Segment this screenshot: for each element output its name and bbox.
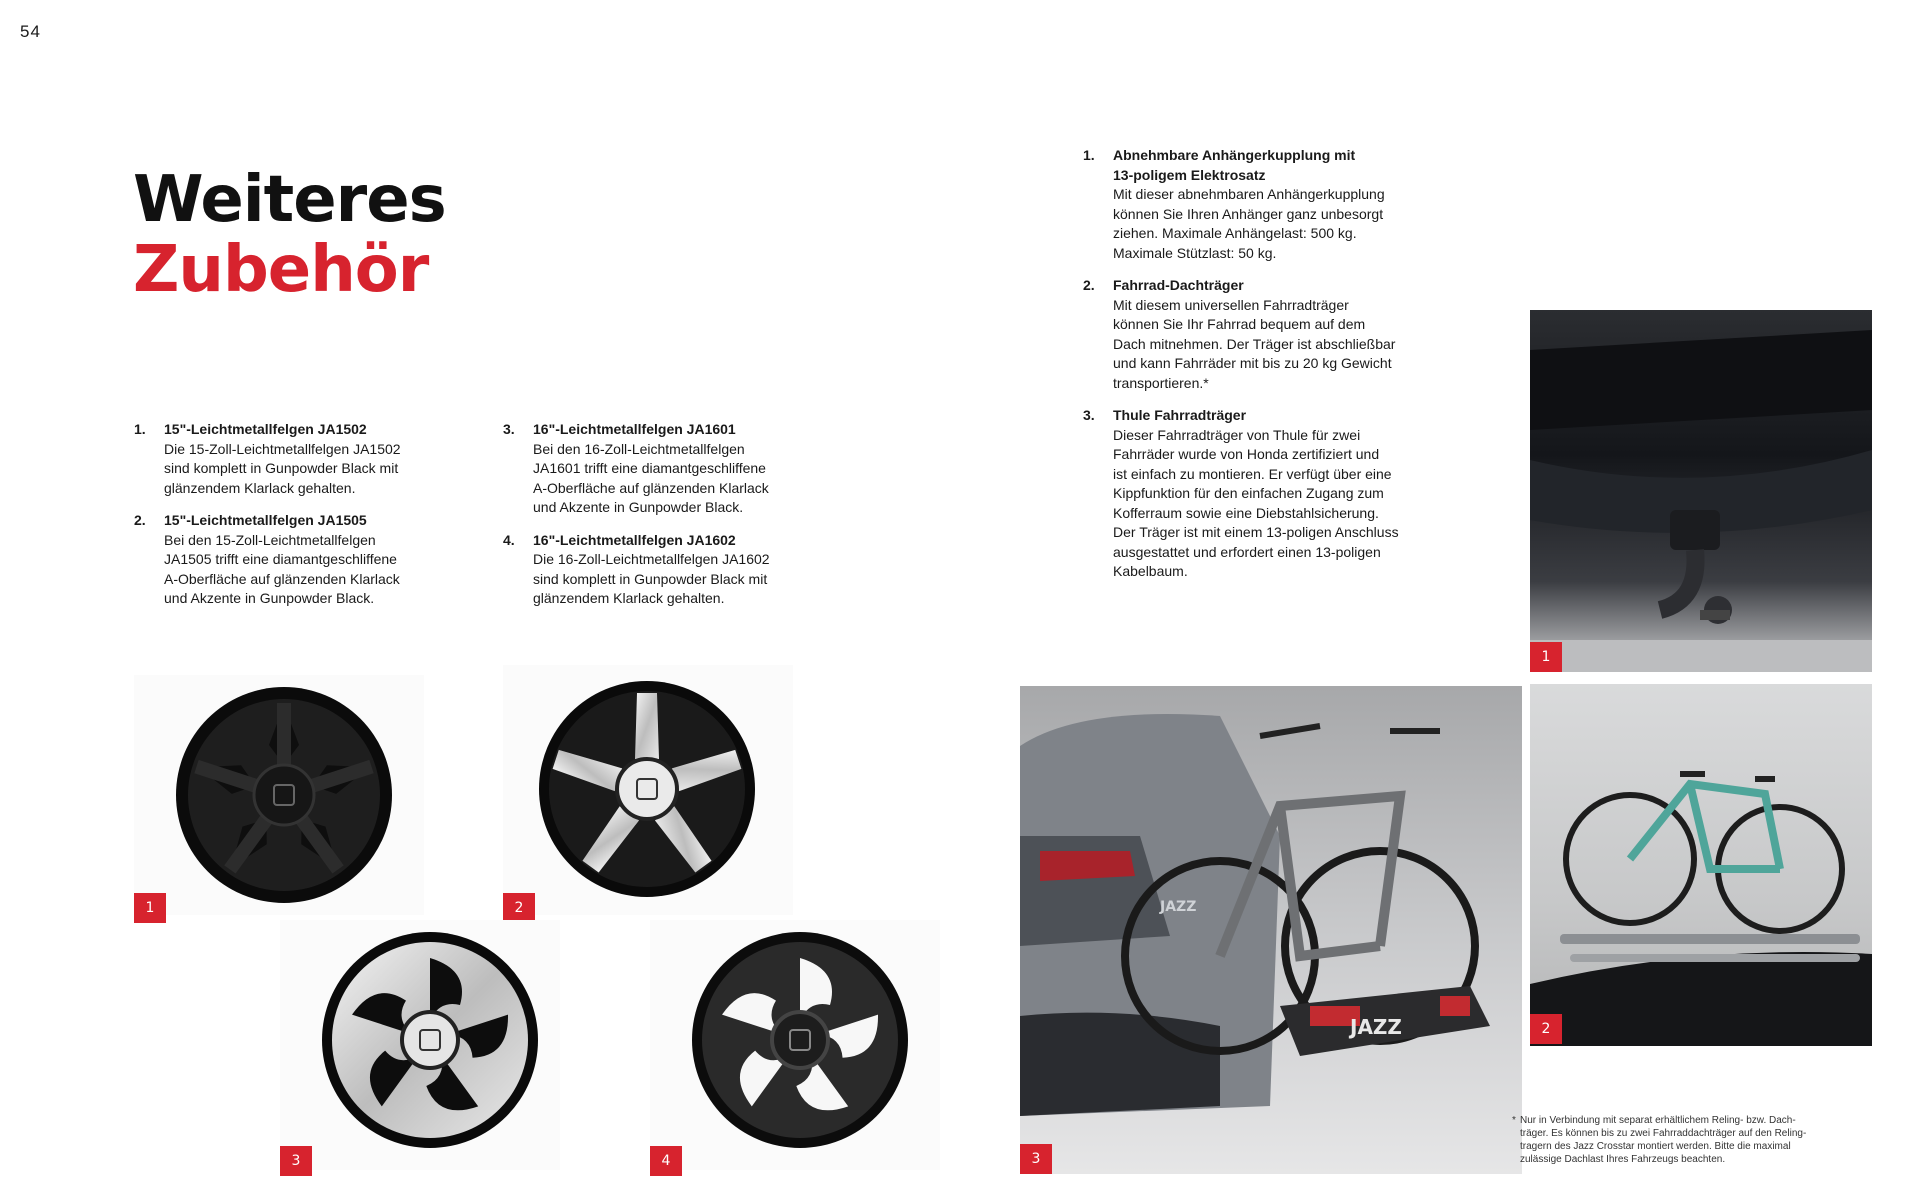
item-number: 2.: [1083, 277, 1095, 293]
item-body: Bei den 16-Zoll-Leichtmetallfelgen JA1601 trifft eine diamantgeschliffene A-Oberfläche auf glänzenden Klarlack und Akzente in Gunpowder Black.: [533, 440, 769, 515]
item-body: Mit diesem universellen Fahrradträger können Sie Ihr Fahrrad bequem auf dem Dach mitnehmen. Der Träger ist abschließbar und kann Fahrräder mit bis zu 20 kg Gewicht transportieren.*: [1113, 296, 1396, 391]
item-heading: Fahrrad-Dachträger: [1113, 277, 1244, 293]
wheel-ja1505-image: [537, 679, 757, 899]
rear-badge-label: JAZZ: [1160, 899, 1197, 915]
accessory-list: [1083, 146, 1463, 595]
wheel-photo-4: [650, 920, 940, 1170]
roof-rack-photo: [1530, 684, 1872, 1046]
thule-carrier-photo: [1020, 686, 1522, 1174]
list-item: [1083, 276, 1463, 393]
item-number: 1.: [1083, 147, 1095, 163]
badge-p3: 3: [1020, 1144, 1052, 1174]
item-body: Die 15-Zoll-Leichtmetallfelgen JA1502 sind komplett in Gunpowder Black mit glänzendem Klarlack gehalten.: [164, 440, 401, 496]
item-number: 3.: [1083, 407, 1095, 423]
wheels-list-col-1: [134, 420, 454, 622]
page-number: 54: [20, 22, 41, 41]
item-body: Bei den 15-Zoll-Leichtmetallfelgen JA1505 trifft eine diamantgeschliffene A-Oberfläche auf glänzenden Klarlack und Akzente in Gunpowder Black.: [164, 531, 400, 606]
footnote-star: *: [1512, 1115, 1516, 1126]
wheel-ja1502-image: [174, 685, 394, 905]
item-heading: 16"-Leichtmetallfelgen JA1601: [533, 421, 736, 437]
item-heading: 16"-Leichtmetallfelgen JA1602: [533, 531, 736, 548]
badge-2: 2: [503, 893, 535, 923]
wheels-list-col-2: [503, 420, 823, 622]
item-body: Mit dieser abnehmbaren Anhängerkupplung können Sie Ihren Anhänger ganz unbesorgt ziehen. Maximale Anhängelast: 500 kg. Maximale Stützlast: 50 kg.: [1113, 186, 1385, 261]
list-item: [134, 420, 454, 498]
thule-carrier-image: [1020, 686, 1522, 1174]
list-item: [503, 420, 823, 518]
roof-rack-image: [1530, 684, 1872, 1046]
item-heading: 15"-Leichtmetallfelgen JA1502: [164, 421, 367, 437]
wheel-photo-1: [134, 675, 424, 915]
item-heading: Thule Fahrradträger: [1113, 407, 1247, 423]
list-item: [134, 511, 454, 609]
item-body: Dieser Fahrradträger von Thule für zwei Fahrräder wurde von Honda zertifiziert und ist einfach zu montieren. Er verfügt über eine Kippfunktion für den einfachen Zugang zum Kofferraum sowie eine Diebstahlsicherung. Der Träger ist mit einem 13-poligen Anschluss ausgestattet und erfordert einen 13-poligen Kabelbaum.: [1113, 426, 1399, 579]
badge-p1: 1: [1530, 642, 1562, 672]
list-item: [1083, 406, 1463, 582]
carrier-label: JAZZ: [1350, 1015, 1402, 1039]
footnote: [1512, 1114, 1850, 1166]
item-number: 2.: [134, 512, 146, 528]
badge-1: 1: [134, 893, 166, 923]
wheel-photo-2: [503, 665, 793, 915]
page-title: [133, 165, 446, 305]
badge-4: 4: [650, 1146, 682, 1176]
title-line-1: Weiteres: [133, 163, 446, 237]
wheel-photo-3: [280, 920, 560, 1170]
list-item: [1083, 146, 1463, 263]
tow-hitch-photo: [1530, 310, 1872, 672]
tow-hitch-image: [1530, 310, 1872, 672]
wheel-ja1602-image: [690, 930, 910, 1150]
title-line-2: Zubehör: [133, 233, 429, 307]
item-number: 1.: [134, 421, 146, 437]
item-heading: 15"-Leichtmetallfelgen JA1505: [164, 512, 367, 528]
footnote-text: Nur in Verbindung mit separat erhältlichem Reling- bzw. Dach- träger. Es können bis zu zwei Fahrraddachträger auf den Reling- tragern des Jazz Crosstar montiert werden. Bitte die maximal zulässige Dachlast Ihres Fahrzeugs beachten.: [1520, 1115, 1807, 1165]
wheel-ja1601-image: [320, 930, 540, 1150]
item-number: 4.: [503, 531, 515, 548]
item-number: 3.: [503, 421, 515, 437]
item-heading: Abnehmbare Anhängerkupplung mit 13-poligem Elektrosatz: [1113, 147, 1356, 183]
badge-p2: 2: [1530, 1014, 1562, 1044]
badge-3: 3: [280, 1146, 312, 1176]
list-item: [503, 531, 823, 609]
item-body: Die 16-Zoll-Leichtmetallfelgen JA1602 sind komplett in Gunpowder Black mit glänzendem Klarlack gehalten.: [533, 551, 770, 606]
